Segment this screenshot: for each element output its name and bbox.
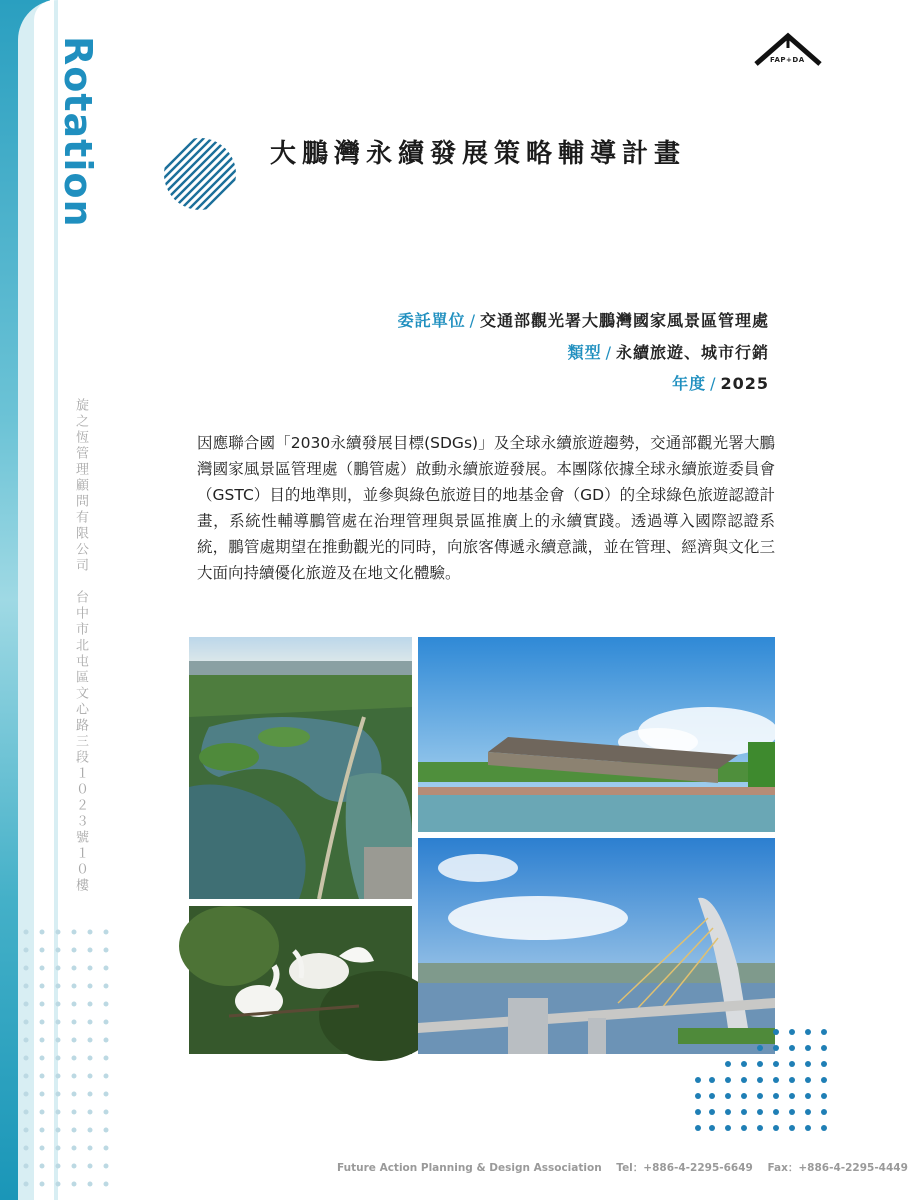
type-label: 類型 xyxy=(567,343,602,362)
footer xyxy=(337,1160,908,1175)
left-dot-pattern xyxy=(22,928,122,1200)
cable-bridge-photo xyxy=(418,838,775,1054)
fapda-logo xyxy=(752,30,824,70)
footer-tel: Tel：+886-4-2295-6649 xyxy=(616,1162,753,1174)
year-value: 2025 xyxy=(720,374,769,393)
client-value: 交通部觀光署大鵬灣國家風景區管理處 xyxy=(479,311,769,330)
type-value: 永續旅遊、城市行銷 xyxy=(615,343,769,362)
page-title: 大鵬灣永續發展策略輔導計畫 xyxy=(270,139,687,169)
logo-text: FAP+DA xyxy=(770,56,805,64)
covered-bridge-photo xyxy=(418,637,775,832)
year-label: 年度 xyxy=(672,374,707,393)
type-separator: / xyxy=(605,343,612,362)
right-dot-pattern xyxy=(694,1028,834,1138)
client-label: 委託單位 xyxy=(397,311,466,330)
wetland-aerial-photo xyxy=(189,637,412,899)
company-address: 旋之恆管理顧問有限公司 台中市北屯區文心路三段１０２３號１０樓 xyxy=(73,398,88,894)
year-separator: / xyxy=(710,374,717,393)
client-separator: / xyxy=(469,311,476,330)
meta-client xyxy=(398,308,769,331)
footer-org: Future Action Planning & Design Association xyxy=(337,1162,602,1174)
rotation-word: Rotation xyxy=(56,36,100,228)
meta-type xyxy=(568,340,769,363)
hatch-circle-decoration xyxy=(163,137,237,211)
egrets-photo xyxy=(189,906,412,1054)
footer-fax: Fax：+886-4-2295-4449 xyxy=(767,1162,908,1174)
description-paragraph: 因應聯合國「2030永續發展目標(SDGs)」及全球永續旅遊趨勢，交通部觀光署大鵬灣國家風景區管理處（鵬管處）啟動永續旅遊發展。本團隊依據全球永續旅遊委員會（GSTC）目的地準則，並參與綠色旅遊目的地基金會（GD）的全球綠色旅遊認證計畫，系統性輔導鵬管處在治理管理與景區推廣上的永續實踐。透過導入國際認證系統，鵬管處期望在推動觀光的同時，向旅客傳遞永續意識，並在管理、經濟與文化三大面向持續優化旅遊及在地文化體驗。 xyxy=(197,434,775,582)
meta-year xyxy=(672,371,769,394)
